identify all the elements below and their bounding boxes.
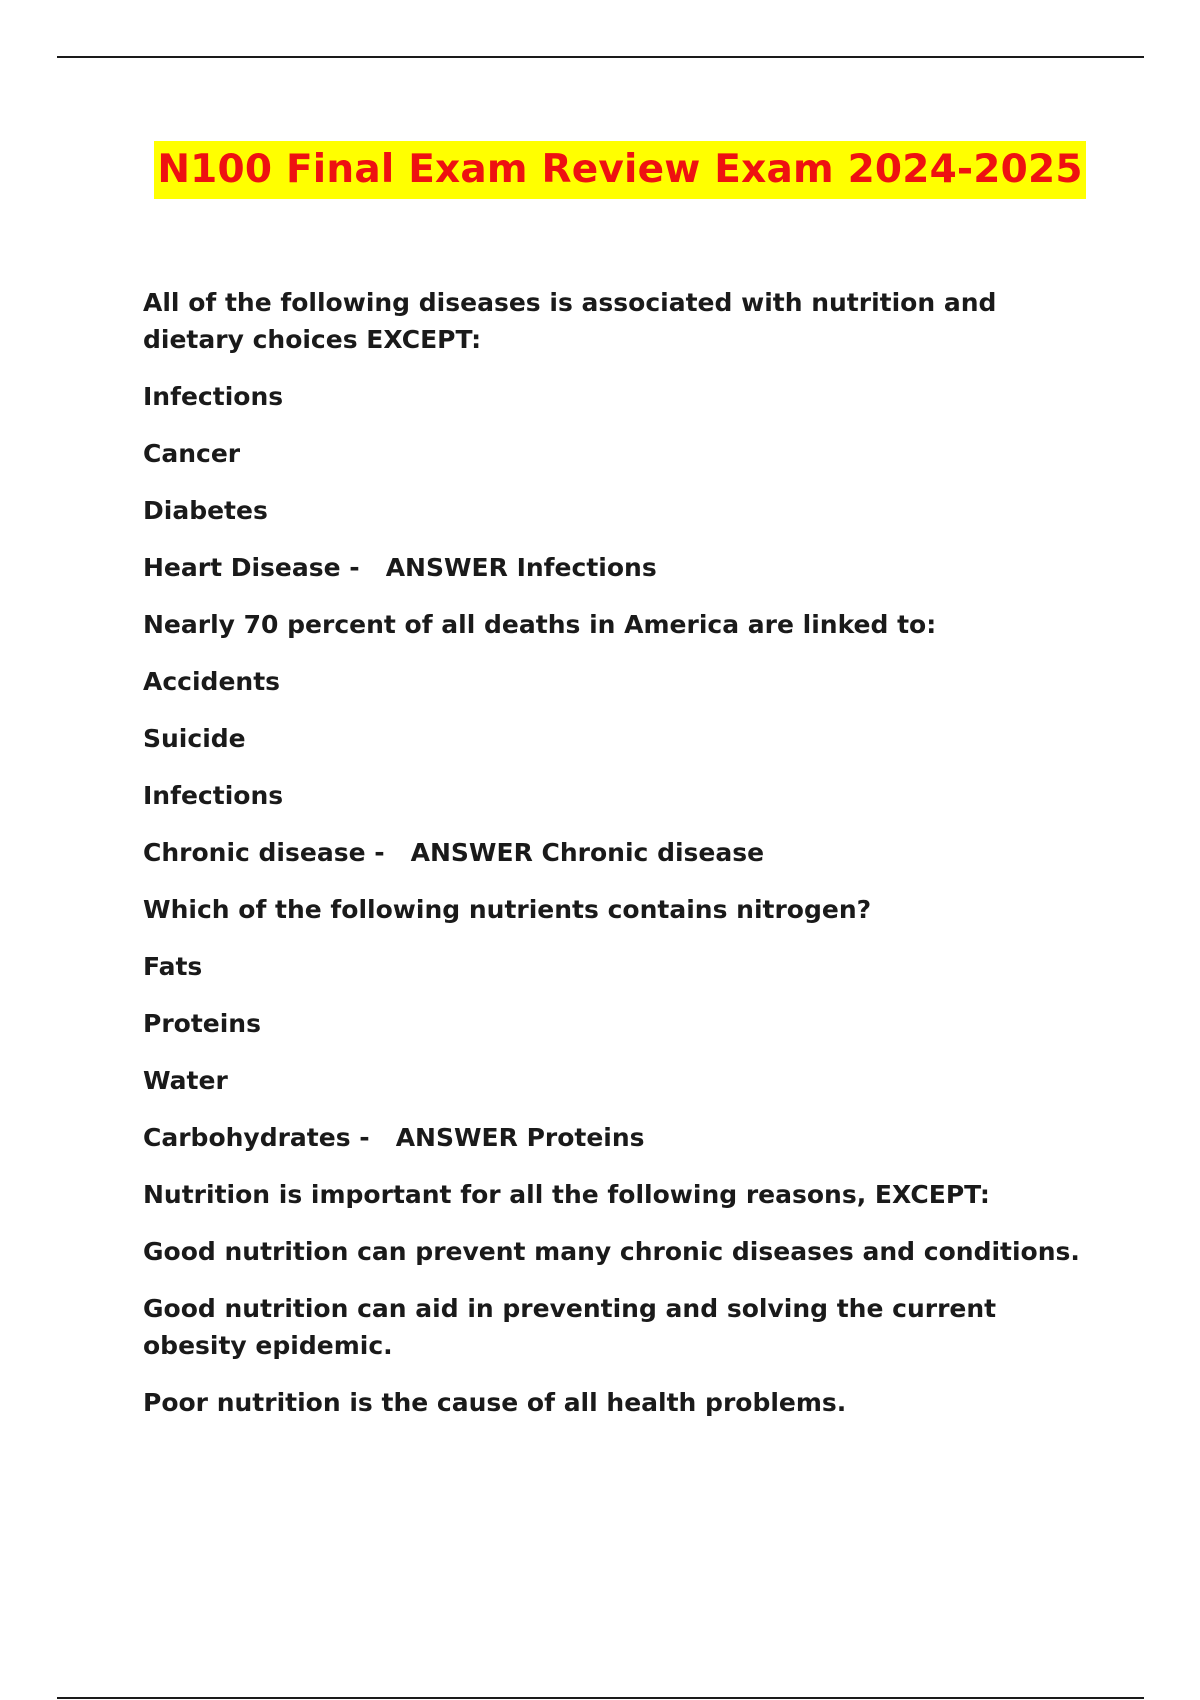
- answer-text: ANSWER Chronic disease: [410, 838, 765, 867]
- option-with-answer: [143, 834, 1083, 871]
- page-title: N100 Final Exam Review Exam 2024-2025: [154, 141, 1085, 199]
- option-text: Diabetes: [143, 496, 268, 525]
- question-2: Nearly 70 percent of all deaths in America are linked to:: [143, 610, 937, 639]
- option-text: Accidents: [143, 667, 281, 696]
- answer-text: ANSWER Proteins: [395, 1123, 645, 1152]
- option-text: Heart Disease -: [143, 553, 360, 582]
- option-text: Fats: [143, 952, 203, 981]
- option-text: Good nutrition can prevent many chronic diseases and conditions.: [143, 1237, 1080, 1266]
- option-text: Suicide: [143, 724, 246, 753]
- option-with-answer: [143, 1119, 1083, 1156]
- question-1: All of the following diseases is associated with nutrition and dietary choices EXCEPT:: [143, 288, 997, 354]
- option-text: Carbohydrates -: [143, 1123, 370, 1152]
- option-text: Chronic disease -: [143, 838, 385, 867]
- answer-text: ANSWER Infections: [385, 553, 657, 582]
- question-3: Which of the following nutrients contains nitrogen?: [143, 895, 872, 924]
- option-text: Poor nutrition is the cause of all health problems.: [143, 1388, 847, 1417]
- option-text: Cancer: [143, 439, 241, 468]
- option-text: Water: [143, 1066, 228, 1095]
- top-rule: [57, 56, 1144, 58]
- option-text: Good nutrition can aid in preventing and solving the current obesity epidemic.: [143, 1294, 997, 1360]
- option-text: Proteins: [143, 1009, 261, 1038]
- option-text: Infections: [143, 781, 284, 810]
- option-with-answer: [143, 549, 1083, 586]
- bottom-rule: [57, 1697, 1144, 1699]
- title-container: [0, 141, 1200, 199]
- question-4: Nutrition is important for all the following reasons, EXCEPT:: [143, 1180, 990, 1209]
- option-text: Infections: [143, 382, 284, 411]
- document-body: [143, 284, 1083, 1441]
